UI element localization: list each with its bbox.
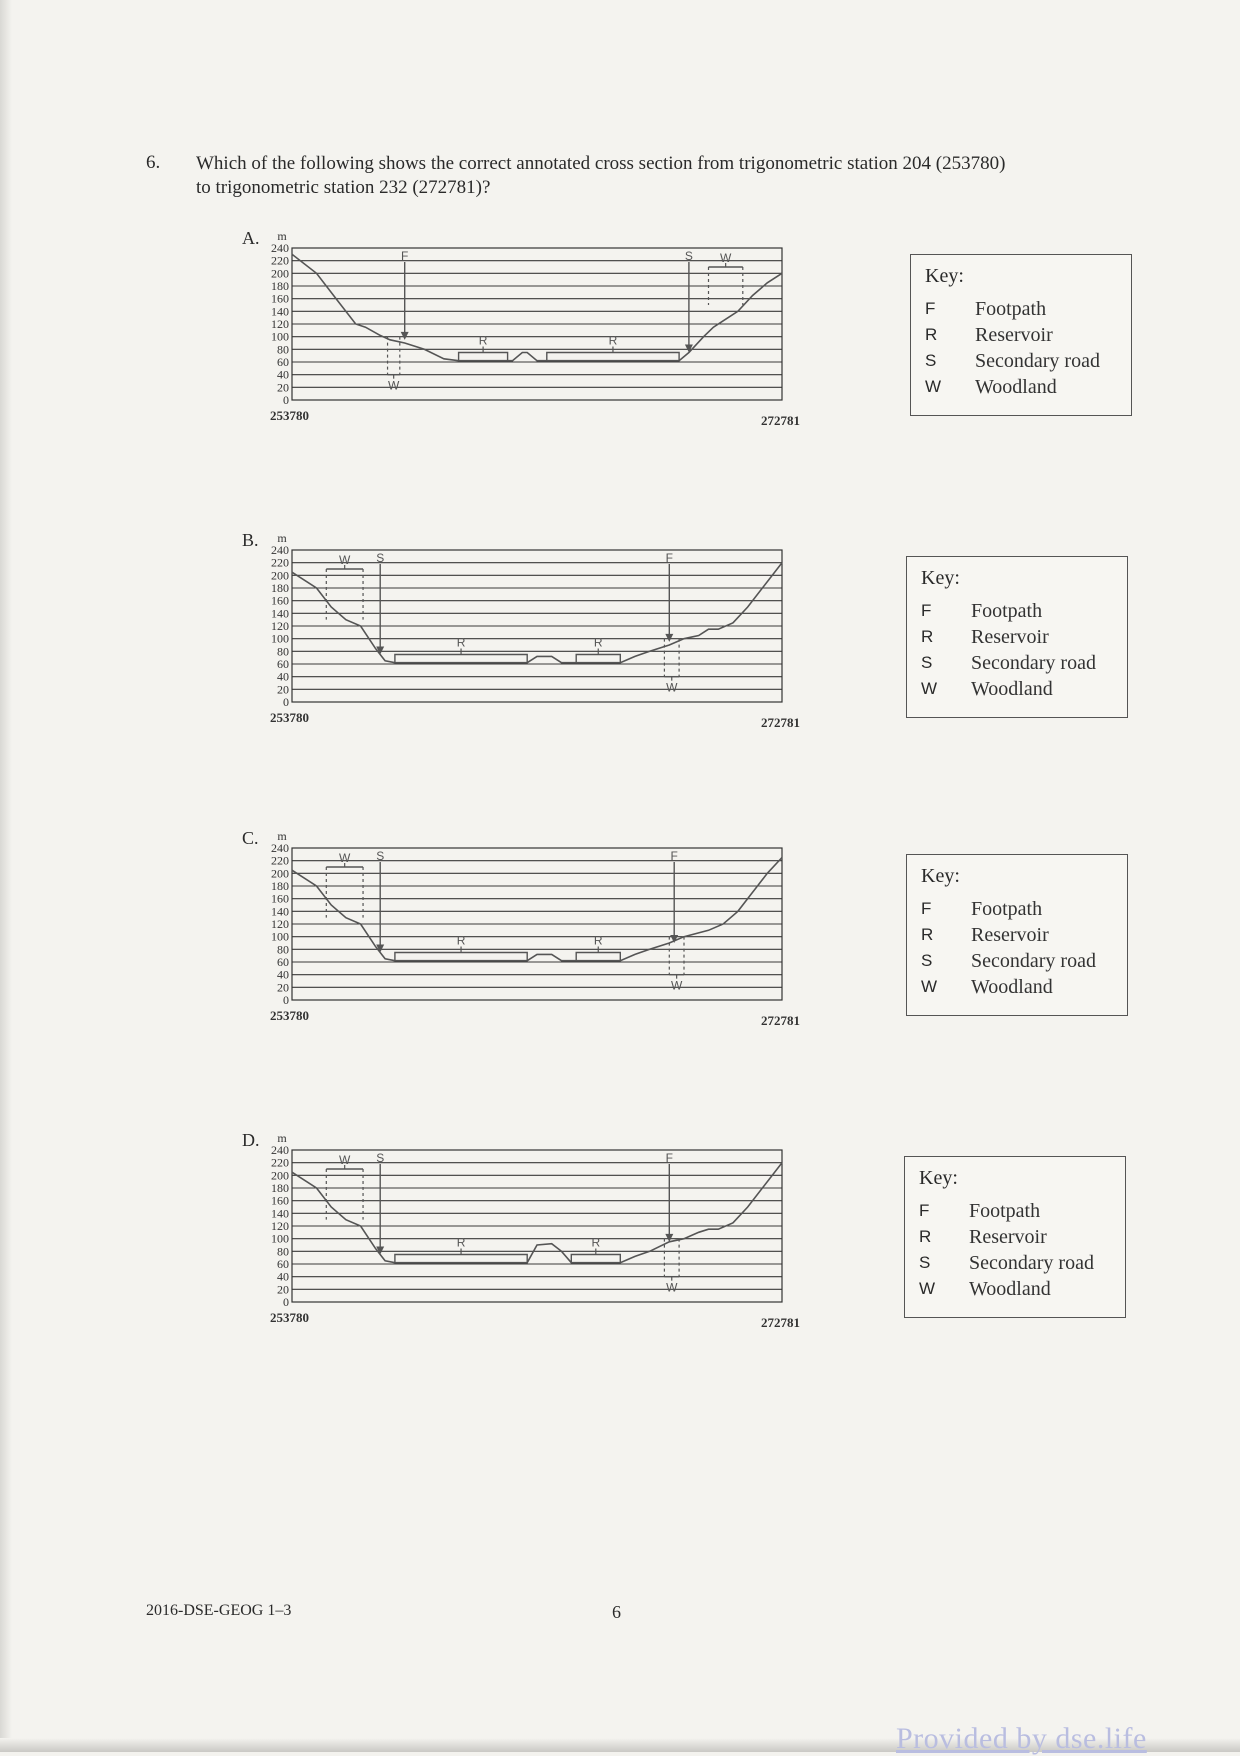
key-title: Key: — [921, 865, 960, 887]
x-end-label: 272781 — [761, 1315, 800, 1330]
key-item — [919, 1279, 1119, 1305]
y-tick-label: 40 — [277, 967, 289, 982]
y-tick-label: 0 — [283, 993, 289, 1007]
y-tick-label: 160 — [271, 1193, 289, 1208]
key-code: F — [925, 299, 936, 318]
key-title: Key: — [921, 567, 960, 589]
key-label: Footpath — [969, 1200, 1041, 1222]
annotation-label: R — [593, 933, 603, 948]
terrain-profile-line — [292, 563, 782, 663]
key-item — [921, 653, 1121, 679]
y-tick-label: 140 — [271, 606, 289, 621]
y-axis-unit: m — [277, 1131, 287, 1145]
y-axis-unit: m — [277, 829, 287, 843]
y-tick-label: 220 — [271, 853, 289, 868]
key-title: Key: — [919, 1167, 958, 1189]
y-tick-label: 20 — [277, 1282, 289, 1297]
y-tick-label: 200 — [271, 866, 289, 881]
annotation-r — [395, 636, 527, 663]
annotation-label: R — [478, 333, 488, 348]
key-label: Reservoir — [975, 324, 1053, 346]
y-tick-label: 200 — [271, 266, 289, 281]
annotation-f — [665, 1151, 673, 1242]
annotation-label: W — [339, 851, 351, 865]
reservoir-bracket — [571, 1255, 620, 1263]
key-item — [921, 925, 1121, 951]
key-item — [921, 899, 1121, 925]
y-tick-label: 20 — [277, 980, 289, 995]
reservoir-bracket — [395, 953, 527, 961]
y-tick-label: 80 — [277, 942, 289, 957]
key-code: R — [921, 925, 934, 944]
y-tick-label: 100 — [271, 1231, 289, 1246]
annotation-label: W — [666, 680, 678, 695]
option-d[interactable] — [0, 1130, 1240, 1390]
x-start-label: 253780 — [270, 1008, 309, 1023]
key-title: Key: — [925, 265, 964, 287]
key-label: Reservoir — [971, 626, 1049, 648]
y-tick-label: 20 — [277, 380, 289, 395]
question-text — [196, 152, 1096, 200]
y-tick-label: 240 — [271, 543, 289, 557]
y-tick-label: 200 — [271, 1168, 289, 1183]
y-tick-label: 140 — [271, 904, 289, 919]
annotation-label: S — [376, 551, 385, 565]
y-tick-label: 220 — [271, 253, 289, 268]
annotation-arrowhead — [665, 634, 673, 642]
key-label: Footpath — [975, 298, 1047, 320]
y-tick-label: 220 — [271, 1155, 289, 1170]
question-text-line1: Which of the following shows the correct annotated cross section from trigonometric station 204 (253780) — [196, 153, 1006, 174]
annotation-label: R — [608, 333, 618, 348]
reservoir-bracket — [576, 655, 620, 663]
question-number: 6. — [146, 152, 161, 173]
annotation-w — [664, 1239, 679, 1295]
key-label: Reservoir — [971, 924, 1049, 946]
annotation-label: F — [665, 551, 673, 565]
reservoir-bracket — [547, 353, 679, 361]
key-item — [921, 601, 1121, 627]
terrain-profile-line — [292, 254, 782, 360]
annotation-label: R — [591, 1235, 601, 1250]
y-tick-label: 200 — [271, 568, 289, 583]
question-text-line2: to trigonometric station 232 (272781)? — [196, 177, 491, 198]
key-label: Reservoir — [969, 1226, 1047, 1248]
key-code: R — [921, 627, 934, 646]
y-tick-label: 240 — [271, 241, 289, 255]
key-code: S — [921, 951, 933, 970]
annotation-label: S — [376, 849, 385, 863]
option-letter: C. — [242, 828, 259, 848]
key-box-a — [910, 254, 1132, 416]
annotation-r — [576, 636, 620, 663]
key-item — [921, 679, 1121, 705]
annotation-w — [709, 251, 743, 305]
key-box-c — [906, 854, 1128, 1016]
terrain-profile-line — [292, 1163, 782, 1263]
option-b[interactable] — [0, 530, 1240, 790]
y-tick-label: 40 — [277, 367, 289, 382]
y-tick-label: 0 — [283, 393, 289, 407]
reservoir-bracket — [395, 655, 527, 663]
y-tick-label: 100 — [271, 329, 289, 344]
key-item — [925, 377, 1125, 403]
key-code: F — [921, 899, 932, 918]
key-code: S — [925, 351, 937, 370]
annotation-w — [664, 639, 679, 695]
annotation-label: F — [401, 249, 409, 263]
annotation-w — [388, 337, 400, 393]
page-number: 6 — [612, 1602, 621, 1622]
annotation-label: R — [456, 635, 466, 650]
annotation-label: S — [684, 249, 693, 263]
reservoir-bracket — [395, 1255, 527, 1263]
key-item — [925, 299, 1125, 325]
annotation-label: R — [456, 1235, 466, 1250]
annotation-label: S — [376, 1151, 385, 1165]
annotation-f — [401, 249, 409, 340]
x-start-label: 253780 — [270, 1310, 309, 1325]
key-label: Secondary road — [975, 350, 1100, 372]
y-tick-label: 0 — [283, 695, 289, 709]
x-end-label: 272781 — [761, 1013, 800, 1028]
y-tick-label: 240 — [271, 1143, 289, 1157]
y-tick-label: 120 — [271, 917, 289, 931]
key-item — [919, 1227, 1119, 1253]
y-tick-label: 0 — [283, 1295, 289, 1309]
key-code: W — [919, 1279, 936, 1298]
cross-section-chart-a — [260, 228, 920, 458]
annotation-f — [670, 849, 678, 943]
y-tick-label: 220 — [271, 555, 289, 570]
y-tick-label: 80 — [277, 644, 289, 659]
key-code: F — [919, 1201, 930, 1220]
y-tick-label: 80 — [277, 1244, 289, 1259]
option-letter: B. — [242, 530, 259, 550]
annotation-label: W — [670, 978, 683, 993]
y-tick-label: 60 — [277, 955, 289, 969]
key-label: Footpath — [971, 600, 1043, 622]
y-tick-label: 120 — [271, 317, 289, 331]
annotation-r — [576, 934, 620, 961]
y-tick-label: 40 — [277, 669, 289, 684]
cross-section-chart-d — [260, 1130, 920, 1360]
key-code: W — [925, 377, 942, 396]
key-label: Footpath — [971, 898, 1043, 920]
reservoir-bracket — [459, 353, 508, 361]
y-tick-label: 160 — [271, 593, 289, 608]
key-box-b — [906, 556, 1128, 718]
key-label: Woodland — [975, 376, 1057, 398]
key-code: R — [919, 1227, 932, 1246]
cross-section-chart-c — [260, 828, 920, 1058]
annotation-label: F — [665, 1151, 673, 1165]
key-item — [921, 951, 1121, 977]
y-tick-label: 100 — [271, 631, 289, 646]
key-label: Secondary road — [969, 1252, 1094, 1274]
annotation-label: W — [339, 553, 351, 567]
option-c[interactable] — [0, 828, 1240, 1088]
annotation-r — [547, 334, 679, 361]
option-letter: D. — [242, 1130, 260, 1150]
y-tick-label: 140 — [271, 304, 289, 319]
y-axis-unit: m — [277, 531, 287, 545]
annotation-label: R — [456, 933, 466, 948]
key-box-d — [904, 1156, 1126, 1318]
y-tick-label: 120 — [271, 619, 289, 633]
key-label: Secondary road — [971, 950, 1096, 972]
key-label: Secondary road — [971, 652, 1096, 674]
annotation-r — [395, 934, 527, 961]
watermark-link[interactable]: Provided by dse.life — [896, 1722, 1147, 1755]
reservoir-bracket — [576, 953, 620, 961]
annotation-label: W — [388, 378, 400, 393]
annotation-arrowhead — [401, 332, 409, 340]
annotation-label: F — [670, 849, 678, 863]
annotation-label: R — [593, 635, 603, 650]
annotation-r — [395, 1236, 527, 1263]
y-tick-label: 20 — [277, 682, 289, 697]
annotation-r — [459, 334, 508, 361]
key-item — [925, 351, 1125, 377]
exam-code: 2016-DSE-GEOG 1–3 — [146, 1602, 292, 1619]
y-tick-label: 60 — [277, 657, 289, 671]
key-label: Woodland — [971, 976, 1053, 998]
key-code: R — [925, 325, 938, 344]
x-end-label: 272781 — [761, 715, 800, 730]
annotation-label: W — [719, 251, 732, 265]
option-letter: A. — [242, 228, 260, 248]
x-start-label: 253780 — [270, 710, 309, 725]
key-code: W — [921, 679, 938, 698]
annotation-label: W — [339, 1153, 351, 1167]
y-tick-label: 140 — [271, 1206, 289, 1221]
y-tick-label: 240 — [271, 841, 289, 855]
x-end-label: 272781 — [761, 413, 800, 428]
annotation-f — [665, 551, 673, 642]
key-label: Woodland — [971, 678, 1053, 700]
y-tick-label: 40 — [277, 1269, 289, 1284]
y-tick-label: 180 — [271, 279, 289, 293]
key-item — [919, 1201, 1119, 1227]
key-item — [919, 1253, 1119, 1279]
y-tick-label: 160 — [271, 891, 289, 906]
key-item — [921, 977, 1121, 1003]
key-code: S — [919, 1253, 931, 1272]
y-tick-label: 180 — [271, 581, 289, 595]
y-tick-label: 80 — [277, 342, 289, 357]
y-tick-label: 100 — [271, 929, 289, 944]
annotation-r — [571, 1236, 620, 1263]
y-tick-label: 120 — [271, 1219, 289, 1233]
annotation-label: W — [666, 1280, 678, 1295]
annotation-w — [669, 937, 684, 993]
y-tick-label: 180 — [271, 879, 289, 893]
key-label: Woodland — [969, 1278, 1051, 1300]
key-item — [925, 325, 1125, 351]
cross-section-chart-b — [260, 530, 920, 760]
y-tick-label: 60 — [277, 355, 289, 369]
y-tick-label: 160 — [271, 291, 289, 306]
key-code: W — [921, 977, 938, 996]
y-tick-label: 60 — [277, 1257, 289, 1271]
key-code: F — [921, 601, 932, 620]
y-axis-unit: m — [277, 229, 287, 243]
key-code: S — [921, 653, 933, 672]
option-a[interactable] — [0, 228, 1240, 488]
x-start-label: 253780 — [270, 408, 309, 423]
y-tick-label: 180 — [271, 1181, 289, 1195]
key-item — [921, 627, 1121, 653]
